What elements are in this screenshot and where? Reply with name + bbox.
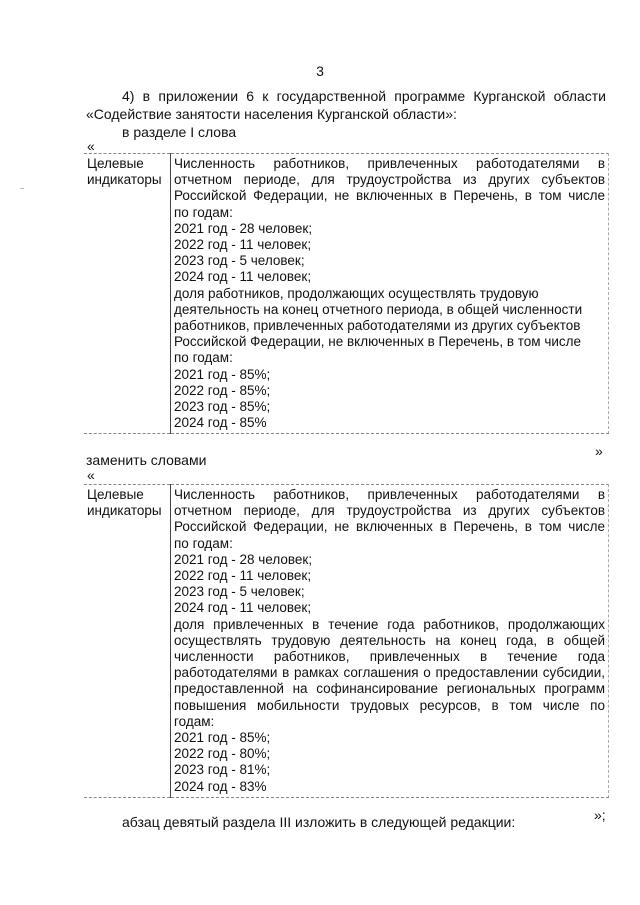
content-line: доля привлеченных в течение года работников, продолжающих	[174, 616, 605, 632]
section-line: в разделе I слова	[122, 124, 237, 140]
opening-quote-2: «	[87, 467, 95, 483]
content-line: 2024 год - 83%	[174, 778, 267, 794]
indicators-label: Целевые индикаторы	[84, 154, 171, 434]
content-line: по годам:	[174, 535, 233, 551]
content-line: 2021 год - 85%;	[174, 366, 271, 382]
content-line: работников, привлеченных работодателями из других субъектов	[174, 318, 581, 334]
content-line: 2023 год - 85%;	[174, 399, 271, 415]
indicators-table-new	[84, 484, 609, 798]
indicators-content	[171, 154, 609, 434]
content-line: Численность работников, привлеченных работодателями в	[174, 156, 605, 171]
content-line: 2024 год - 11 человек;	[174, 269, 312, 285]
opening-quote-1: «	[87, 138, 95, 154]
table-row	[84, 154, 609, 434]
margin-mark	[20, 188, 24, 189]
content-line: 2021 год - 28 человек;	[174, 220, 313, 236]
content-line: отчетном периоде, для трудоустройства из других субъектов	[174, 503, 605, 519]
content-line: Российской Федерации, не включенных в Перечень, в том числе	[174, 188, 605, 204]
content-line: 2022 год - 85%;	[174, 382, 271, 398]
indicators-table-old	[84, 153, 609, 434]
content-line: 2021 год - 28 человек;	[174, 551, 313, 567]
content-line: осуществлять трудовую деятельность на конец года, в общей	[174, 632, 605, 648]
content-line: по годам:	[174, 350, 233, 366]
content-line: 2021 год - 85%;	[174, 730, 271, 746]
content-line: Численность работников, привлеченных работодателями в	[174, 487, 605, 502]
content-line: по годам:	[174, 204, 233, 220]
content-line: деятельность на конец отчетного периода, в общей численности	[174, 301, 583, 317]
content-line: 2024 год - 85%	[174, 415, 267, 431]
closing-paragraph: абзац девятый раздела III изложить в следующей редакции:	[122, 814, 516, 830]
content-line: годам:	[174, 713, 215, 729]
indicators-label: Целевые индикаторы	[84, 485, 171, 798]
table-row	[84, 485, 609, 798]
content-line: 2023 год - 5 человек;	[174, 584, 305, 600]
closing-quote-2: »;	[594, 807, 606, 823]
closing-quote-1: »	[595, 443, 603, 459]
indicators-content	[171, 485, 609, 798]
content-line: 2022 год - 11 человек;	[174, 237, 312, 253]
content-line: 2023 год - 5 человек;	[174, 253, 305, 269]
content-line: предоставленной на софинансирование региональных программ	[174, 681, 605, 697]
content-line: 2023 год - 81%;	[174, 762, 271, 778]
content-line: 2024 год - 11 человек;	[174, 600, 312, 616]
content-line: Российской Федерации, не включенных в Перечень, в том числе	[174, 519, 605, 535]
content-line: отчетном периоде, для трудоустройства из других субъектов	[174, 172, 605, 188]
content-line: численности работников, привлеченных в течение года	[174, 649, 605, 665]
content-line: доля работников, продолжающих осуществлять трудовую	[174, 285, 539, 301]
content-line: работодателями в рамках соглашения о предоставлении субсидии,	[174, 665, 605, 681]
page-number: 3	[316, 63, 324, 79]
content-line: Российской Федерации, не включенных в Перечень, в том числе	[174, 334, 582, 350]
content-line: 2022 год - 80%;	[174, 746, 271, 762]
content-line: повышения мобильности трудовых ресурсов, в том числе по	[174, 697, 605, 713]
replace-text: заменить словами	[86, 452, 207, 468]
intro-paragraph: 4) в приложении 6 к государственной программе Курганской области «Содействие занятости населения Курганской области»:	[86, 88, 606, 122]
content-line: 2022 год - 11 человек;	[174, 568, 312, 584]
